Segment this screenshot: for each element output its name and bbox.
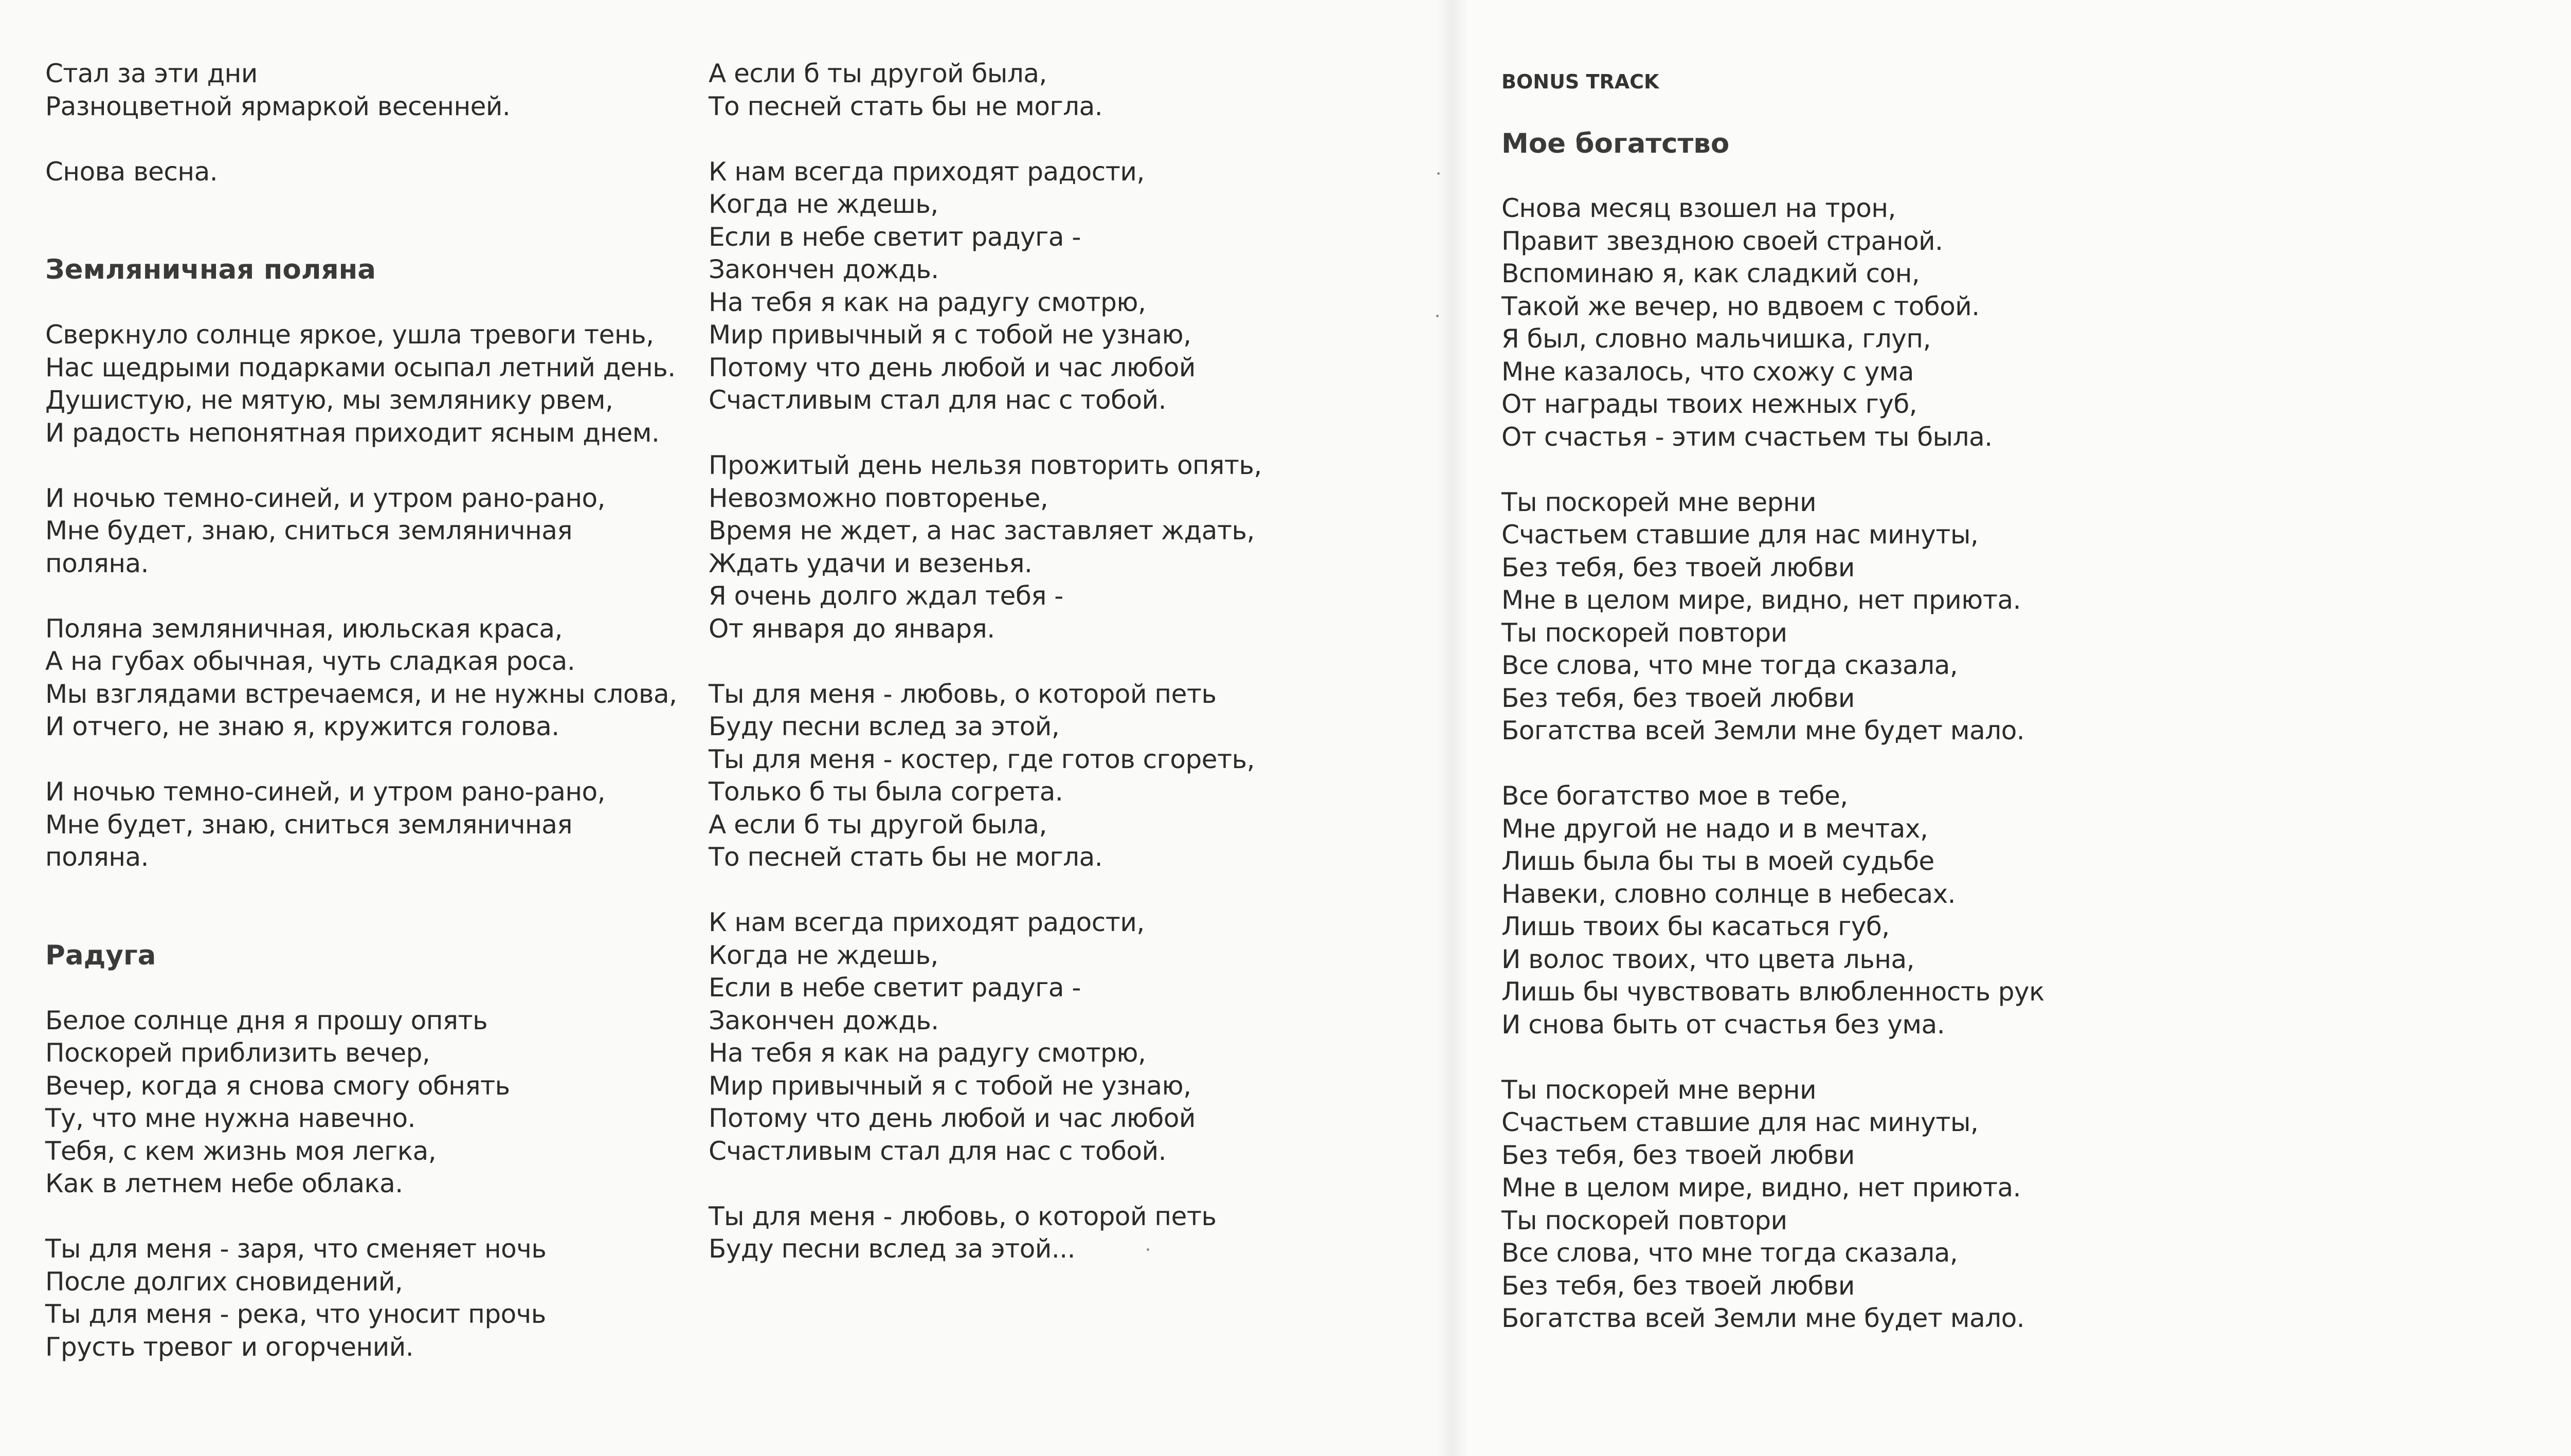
lyric-line: Счастливым стал для нас с тобой. [709,385,1166,415]
lyric-line: Вечер, когда я снова смогу обнять [45,1070,510,1101]
lyric-line: Сверкнуло солнце яркое, ушла тревоги тень, [45,320,654,350]
lyric-line: Разноцветной ярмаркой весенней. [45,91,511,121]
lyric-line: Мне другой не надо и в мечтах, [1501,813,1928,844]
lyric-line: Правит звездною своей страной. [1501,226,1943,256]
song-title-zemlyanichnaya: Земляничная поляна [45,254,376,285]
lyric-line: Невозможно повторенье, [709,483,1048,513]
lyric-line: Счастьем ставшие для нас минуты, [1501,520,1979,550]
lyric-line: Снова весна. [45,156,218,187]
lyric-line: Когда не ждешь, [709,189,938,219]
lyric-line: поляна. [45,548,149,578]
lyric-line: Ты поскорей мне верни [1501,487,1817,517]
lyric-line: И ночью темно-синей, и утром рано-рано, [45,483,606,513]
lyric-line: Счастливым стал для нас с тобой. [709,1136,1166,1166]
lyric-line: И волос твоих, что цвета льна, [1501,944,1915,974]
lyric-line: То песней стать бы не могла. [709,91,1103,121]
lyric-line: После долгих сновидений, [45,1266,403,1297]
lyric-line: От счастья - этим счастьем ты была. [1501,422,1993,452]
lyric-line: К нам всегда приходят радости, [709,156,1145,187]
lyric-line: Белое солнце дня я прошу опять [45,1005,488,1035]
lyric-line: Все слова, что мне тогда сказала, [1501,650,1958,680]
lyric-line: Ты поскорей повтори [1501,1205,1787,1235]
lyric-line: Ты для меня - любовь, о которой петь [709,1201,1217,1231]
lyric-line: Нас щедрыми подарками осыпал летний день. [45,352,676,383]
lyric-line: Ты для меня - река, что уносит прочь [45,1299,546,1329]
lyric-line: Я очень долго ждал тебя - [709,581,1063,611]
lyric-line: Мне казалось, что схожу с ума [1501,356,1914,387]
lyric-line: поляна. [45,842,149,872]
lyric-line: Без тебя, без твоей любви [1501,1270,1855,1301]
lyric-line: Как в летнем небе облака. [45,1169,403,1198]
lyric-line: Ждать удачи и везенья. [709,548,1033,578]
lyric-line: К нам всегда приходят радости, [709,907,1145,937]
lyric-line: То песней стать бы не могла. [709,842,1103,872]
song-title-wrap [1501,128,1729,160]
lyric-line: Закончен дождь. [709,1005,939,1035]
lyric-line: Если в небе светит радуга - [709,222,1081,252]
lyric-line: А на губах обычная, чуть сладкая роса. [45,646,575,676]
lyric-line: Мне в целом мире, видно, нет приюта. [1501,585,2021,615]
lyric-line: Когда не ждешь, [709,940,938,970]
right-column [1501,192,2221,1335]
left-column [45,58,714,1363]
lyric-line: Ты для меня - заря, что сменяет ночь [45,1234,547,1264]
lyric-line: А если б ты другой была, [709,809,1047,840]
bonus-track-label: BONUS TRACK [1501,70,1659,93]
page-fold [1437,0,1468,1456]
lyric-line: От награды твоих нежных губ, [1501,389,1917,419]
lyric-line: Потому что день любой и час любой [709,1103,1196,1133]
lyric-line: Лишь твоих бы касаться губ, [1501,912,1890,941]
lyric-line: Мне в целом мире, видно, нет приюта. [1501,1173,2021,1203]
lyric-line: Такой же вечер, но вдвоем с тобой. [1501,291,1980,321]
lyric-line: Ты для меня - костер, где готов сгореть, [709,744,1255,774]
lyric-line: Мне будет, знаю, сниться земляничная [45,516,572,545]
lyric-line: Мир привычный я с тобой не узнаю, [709,320,1191,350]
lyric-line: Без тебя, без твоей любви [1501,683,1855,713]
lyric-line: Лишь была бы ты в моей судьбе [1501,846,1934,876]
lyric-line: На тебя я как на радугу смотрю, [709,1038,1146,1068]
lyric-line: Навеки, словно солнце в небесах. [1501,879,1956,909]
lyric-line: Буду песни вслед за этой, [709,712,1060,741]
lyric-line: Поляна земляничная, июльская краса, [45,613,563,644]
lyric-line: Ты поскорей мне верни [1501,1075,1817,1105]
lyric-line: Лишь бы чувствовать влюбленность рук [1501,977,2044,1007]
bonus-track-label-wrap [1501,70,1659,94]
lyric-line: Ты поскорей повтори [1501,617,1787,648]
song-title-raduga: Радуга [45,939,156,971]
lyric-line: Тебя, с кем жизнь моя легка, [45,1136,437,1166]
lyric-line: Мир привычный я с тобой не узнаю, [709,1070,1191,1101]
lyric-line: Время не ждет, а нас заставляет ждать, [709,516,1255,545]
lyric-line: Мы взглядами встречаемся, и не нужны слова, [45,679,677,709]
lyric-line: И снова быть от счастья без ума. [1501,1009,1945,1040]
lyric-line: А если б ты другой была, [709,59,1047,88]
lyric-line: Только б ты была согрета. [709,777,1063,807]
lyric-line: Все богатство мое в тебе, [1501,781,1848,811]
lyric-line: Закончен дождь. [709,254,939,284]
lyric-line: Я был, словно мальчишка, глуп, [1501,324,1931,354]
lyric-line: Буду песни вслед за этой... [709,1234,1076,1264]
lyric-line: Стал за эти дни [45,59,258,88]
lyric-line: Потому что день любой и час любой [709,352,1196,383]
middle-column [709,58,1377,1266]
lyric-line: Счастьем ставшие для нас минуты, [1501,1107,1979,1137]
lyric-line: Ты для меня - любовь, о которой петь [709,679,1217,709]
lyric-line: Грусть тревог и огорчений. [45,1332,414,1362]
scan-speck [1147,1248,1149,1251]
lyric-line: Прожитый день нельзя повторить опять, [709,450,1262,480]
lyric-line: Ту, что мне нужна навечно. [45,1103,415,1133]
scan-speck [1436,315,1439,317]
lyric-line: Мне будет, знаю, сниться земляничная [45,809,572,840]
scan-speck [1437,172,1440,175]
lyric-line: И радость непонятная приходит ясным днем. [45,417,660,448]
lyric-line: Богатства всей Земли мне будет мало. [1501,1303,2025,1333]
lyric-line: И ночью темно-синей, и утром рано-рано, [45,777,606,807]
lyric-line: Все слова, что мне тогда сказала, [1501,1238,1958,1268]
lyric-line: Богатства всей Земли мне будет мало. [1501,716,2025,745]
lyric-line: Вспоминаю я, как сладкий сон, [1501,259,1920,288]
lyric-line: Без тебя, без твоей любви [1501,1140,1855,1170]
lyric-line: И отчего, не знаю я, кружится голова. [45,712,559,741]
lyric-line: Поскорей приблизить вечер, [45,1038,430,1068]
lyric-line: Душистую, не мятую, мы землянику рвем, [45,385,613,415]
lyric-line: На тебя я как на радугу смотрю, [709,287,1146,317]
song-title-moe-bogatstvo: Мое богатство [1501,128,1730,159]
lyric-line: Снова месяц взошел на трон, [1501,193,1896,223]
lyric-line: Если в небе светит радуга - [709,973,1081,1003]
lyric-line: От января до января. [709,613,995,644]
lyric-line: Без тебя, без твоей любви [1501,552,1855,583]
